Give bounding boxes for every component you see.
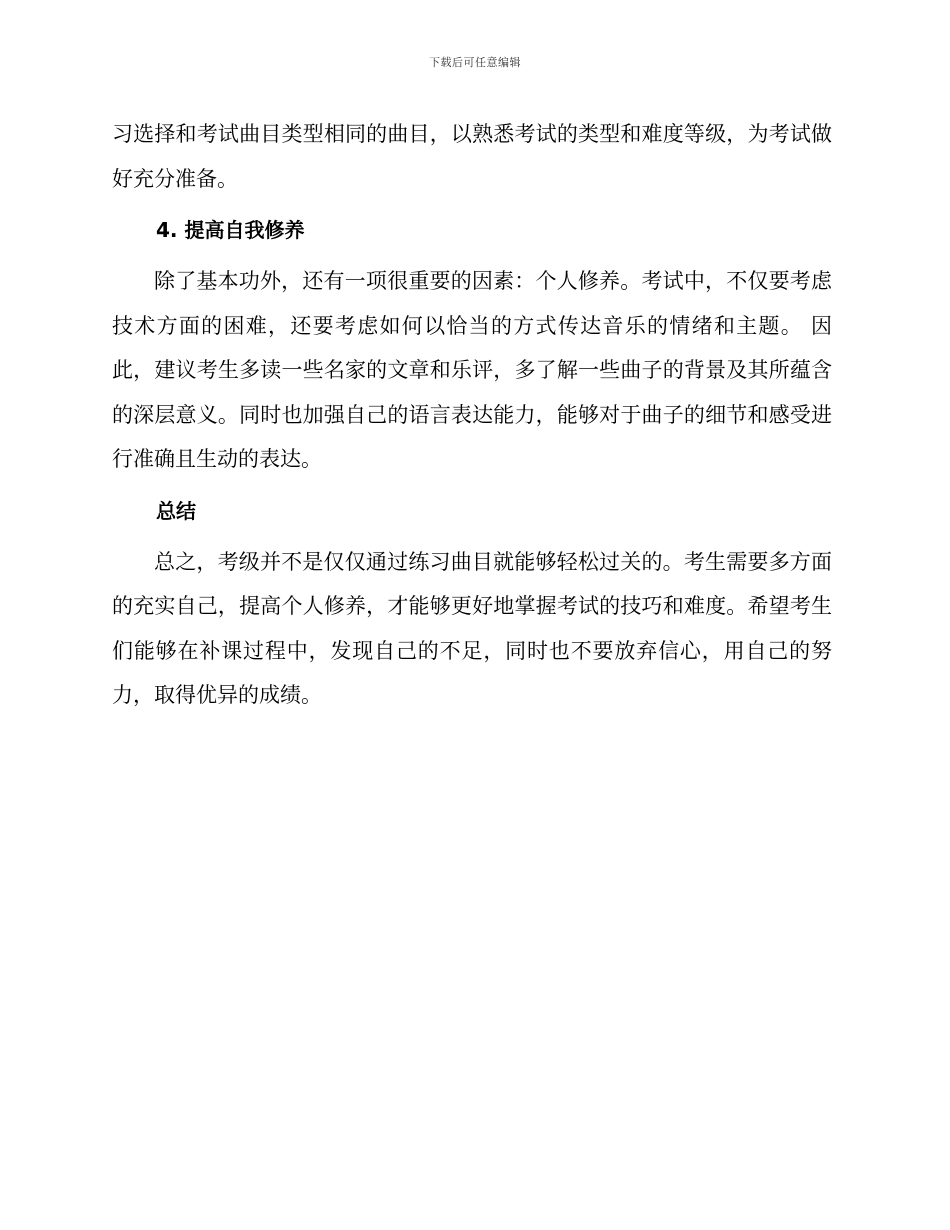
paragraph-self-cultivation: 除了基本功外，还有一项很重要的因素：个人修养。考试中，不仅要考虑技术方面的困难，还要考虑如何以恰当的方式传达音乐的情绪和主题。 因此，建议考生多读一些名家的文章和乐评，多了解一些曲子的背景及其所蕴含的深层意义。同时也加强自己的语言表达能力，能够对于曲子的细节和感受进行准确且生动的表达。 (112, 269, 832, 471)
paragraph-summary: 总之，考级并不是仅仅通过练习曲目就能够轻松过关的。考生需要多方面的充实自己，提高个人修养，才能够更好地掌握考试的技巧和难度。希望考生们能够在补课过程中，发现自己的不足，同时也不要放弃信心，用自己的努力，取得优异的成绩。 (112, 549, 832, 707)
section-heading-summary: 总结 (156, 498, 196, 523)
paragraph-continued: 习选择和考试曲目类型相同的曲目，以熟悉考试的类型和难度等级，为考试做好充分准备。 (112, 122, 832, 191)
document-body (112, 112, 832, 718)
section-heading-self-cultivation: 4. 提高自我修养 (156, 218, 305, 242)
page-header: 下载后可任意编辑 (429, 56, 521, 69)
